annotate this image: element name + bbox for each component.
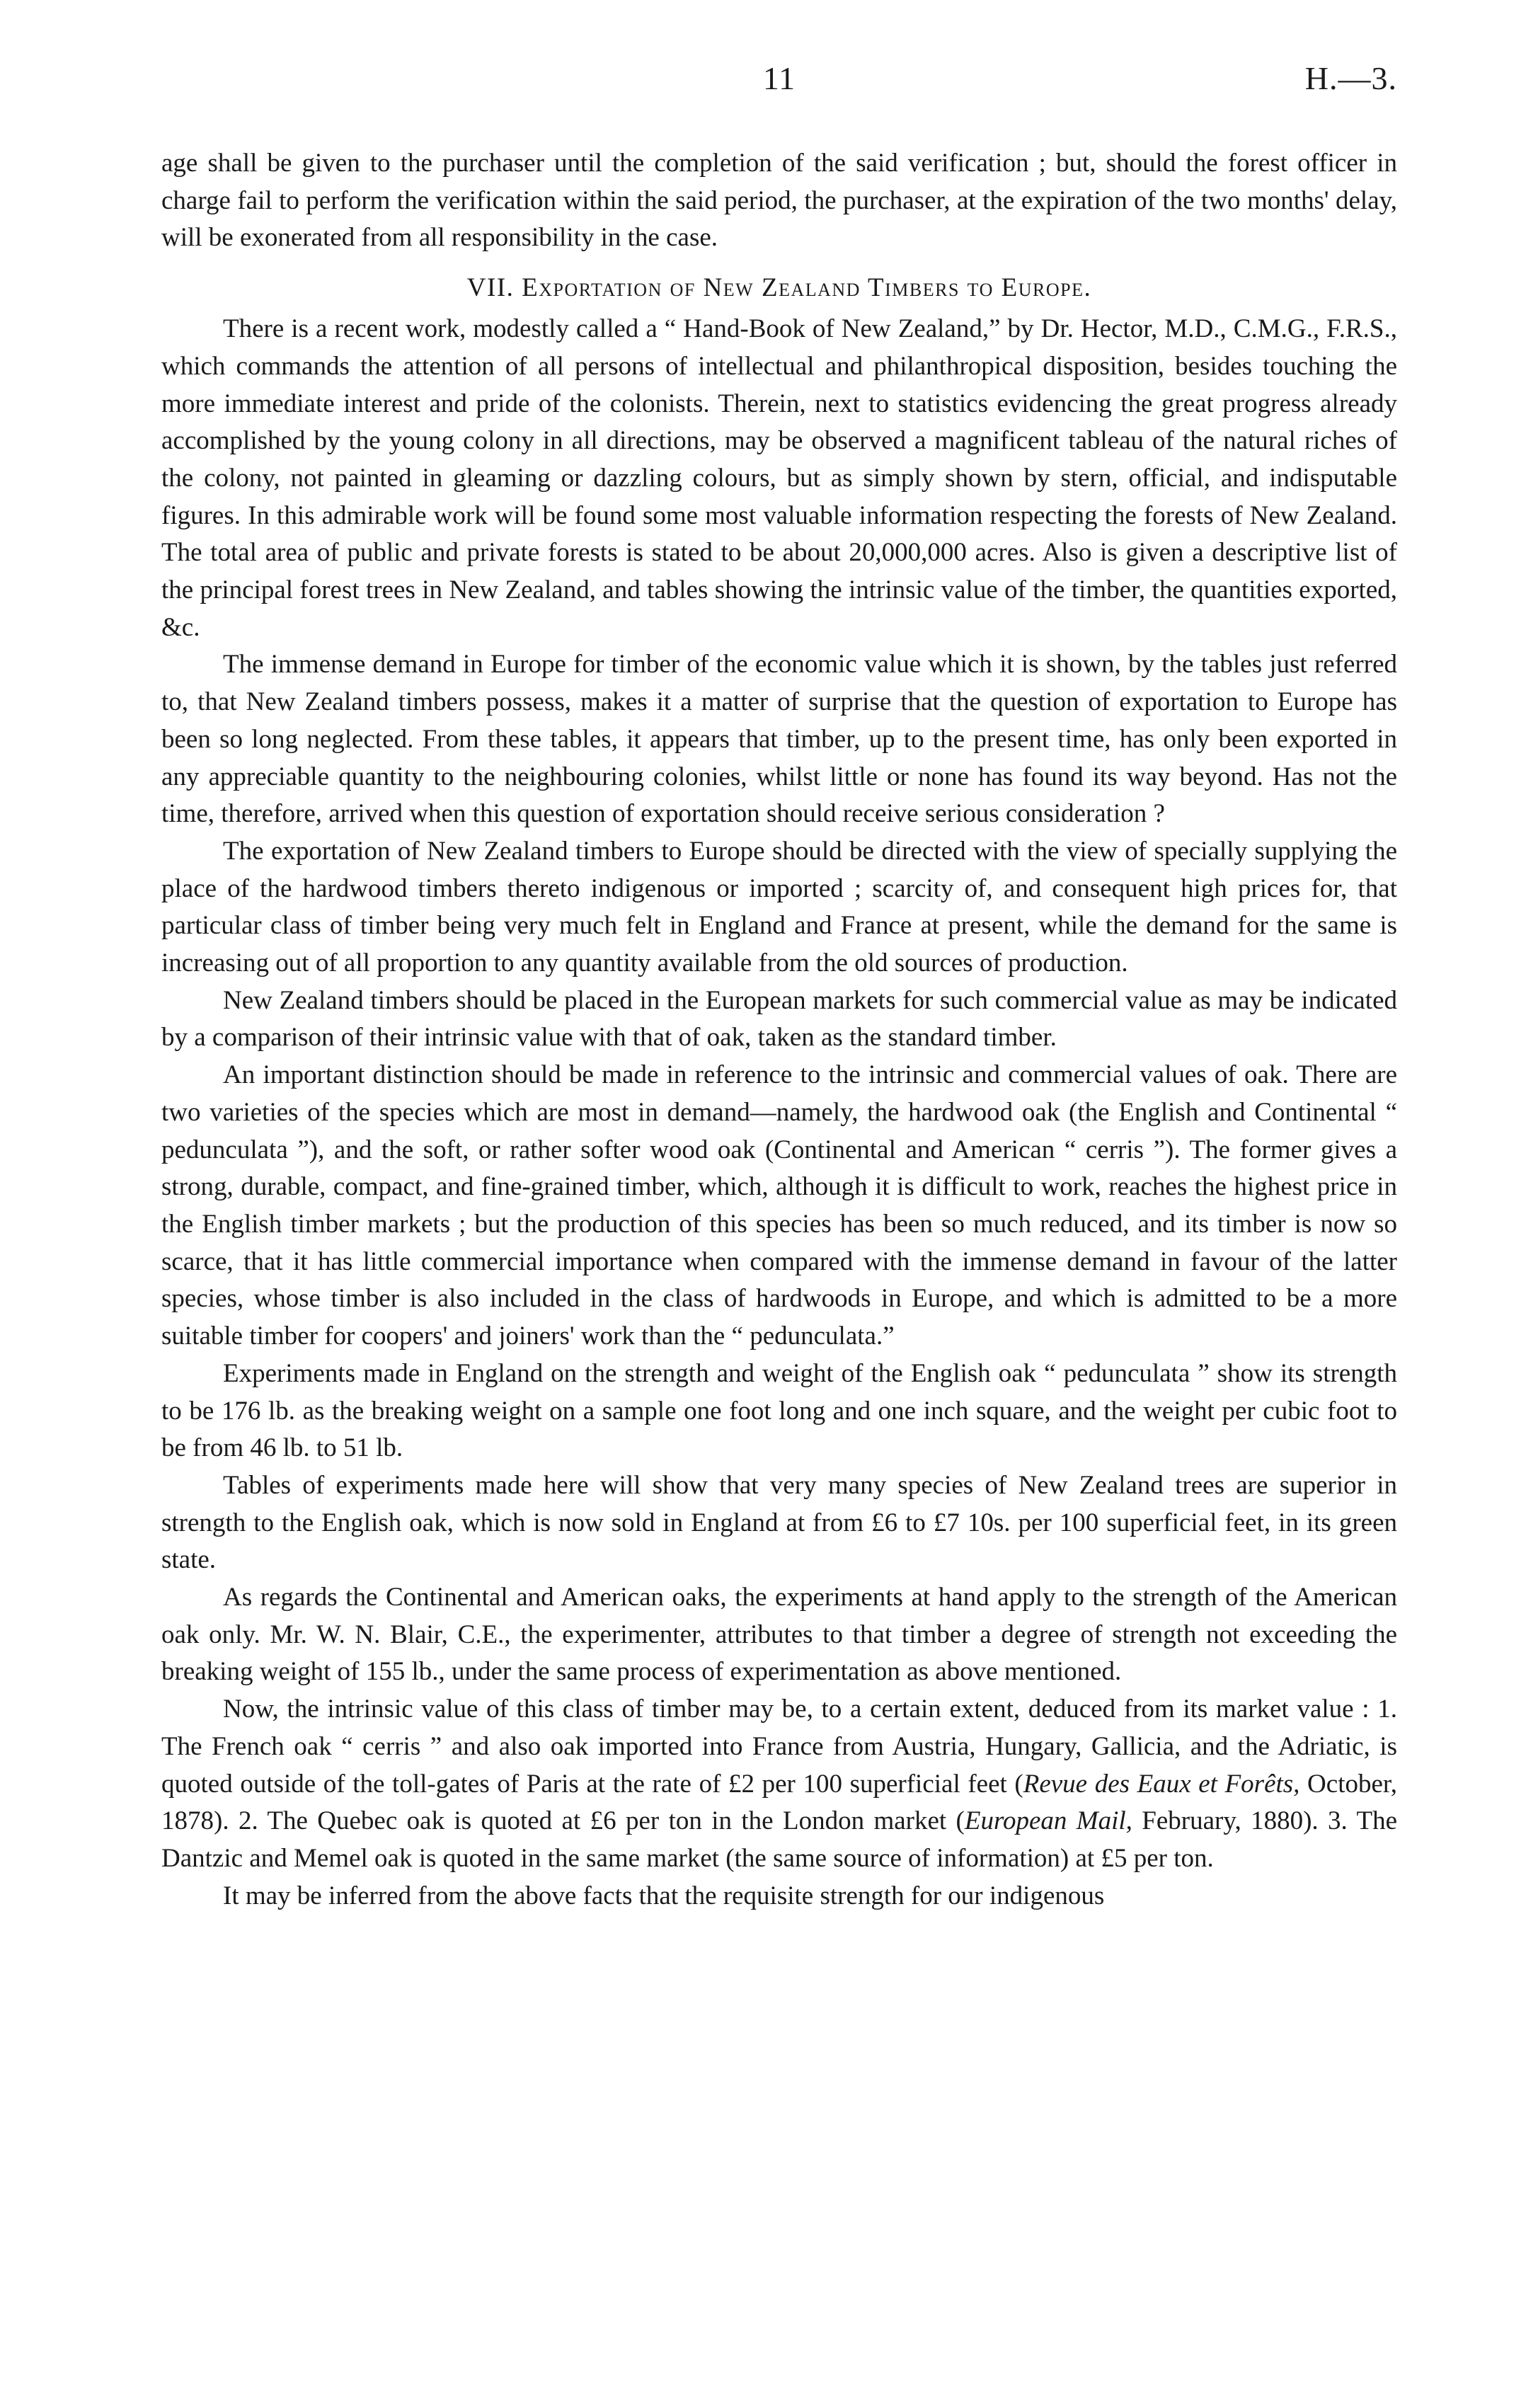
page-number: 11 bbox=[762, 60, 796, 96]
document-page bbox=[161, 0, 1397, 2408]
paragraph-handbook: There is a recent work, modestly called a “ Hand-Book of New Zealand,” by Dr. Hector, M.D., C.M.G., F.R.S., which commands the attention of all persons of intellectual and philanthropical disposition, besides touching the more immediate interest and pride of the colonists. Therein, next to statistics evidencing the great progress already accomplished by the young colony in all directions, may be observed a magnificent tableau of the natural riches of the colony, not painted in gleaming or dazzling colours, but as simply shown by stern, official, and indisputable figures. In this admirable work will be found some most valuable information respecting the forests of New Zealand. The total area of public and private forests is stated to be about 20,000,000 acres. Also is given a descriptive list of the principal forest trees in New Zealand, and tables showing the intrinsic value of the timber, the quantities exported, &c. bbox=[161, 314, 1397, 642]
running-head bbox=[161, 0, 1397, 96]
paragraph-market-value: New Zealand timbers should be placed in the European markets for such commercial value as may be indicated by a comparison of their intrinsic value with that of oak, taken as the standard timber. bbox=[161, 985, 1397, 1053]
paragraph-american-oak: As regards the Continental and American oaks, the experiments at hand apply to the strength of the American oak only. Mr. W. N. Blair, C.E., the experimenter, attributes to that timber a degree of strength not exceeding the breaking weight of 155 lb., under the same process of experimentation as above mentioned. bbox=[161, 1583, 1397, 1687]
intrinsic-value-text-1: Now, the intrinsic value of this class of timber may be, to a certain extent, deduced from its market value : 1. The French oak “ cerris ” and also oak imported into France from Austria, Hungary, Gallicia, and the Adriatic, is quoted outside of the toll-gates of Paris at the rate of £2 per 100 superficial feet ( bbox=[161, 1695, 1397, 1799]
paper-code: H.—3. bbox=[1304, 60, 1397, 96]
paragraph-inference: It may be inferred from the above facts that the requisite strength for our indigenous bbox=[223, 1881, 1105, 1910]
paragraph-demand: The immense demand in Europe for timber of the economic value which it is shown, by the tables just referred to, that New Zealand timbers possess, makes it a matter of surprise that the question of exportation to Europe has been so long neglected. From these tables, it appears that timber, up to the present time, has only been exported in any appreciable quantity to the neighbouring colonies, whilst little or none has found its way beyond. Has not the time, therefore, arrived when this question of exportation should receive serious consideration ? bbox=[161, 650, 1397, 829]
intrinsic-value-text-3: February, 1880). 3. The Dantzic and Memel oak is quoted in the same market (the same source of information) at £5 per ton. bbox=[161, 1806, 1398, 1873]
body-text bbox=[161, 145, 1397, 1915]
paragraph-english-experiments: Experiments made in England on the strength and weight of the English oak “ pedunculata ” show its strength to be 176 lb. as the breaking weight on a sample one foot long and one inch square, and the weight per cubic foot to be from 46 lb. to 51 lb. bbox=[161, 1358, 1397, 1463]
paragraph-exportation: The exportation of New Zealand timbers to Europe should be directed with the view of specially supplying the place of the hardwood timbers thereto indigenous or imported ; scarcity of, and consequent high prices for, that particular class of timber being very much felt in England and France at present, while the demand for the same is increasing out of all proportion to any quantity available from the old sources of production. bbox=[161, 836, 1397, 978]
source-revue: Revue des Eaux et Forêts, bbox=[1023, 1769, 1300, 1799]
continuation-paragraph: age shall be given to the purchaser until the completion of the said verification ; but, should the forest officer in charge fail to perform the verification within the said period, the purchaser, at the expiration of the two months' delay, will be exonerated from all responsibility in the case. bbox=[161, 149, 1397, 253]
paragraph-nz-experiments: Tables of experiments made here will show that very many species of New Zealand trees are superior in strength to the English oak, which is now sold in England at from £6 to £7 10s. per 100 superficial feet, in its green state. bbox=[161, 1470, 1397, 1575]
section-heading: VII. Exportation of New Zealand Timbers to Europe. bbox=[466, 273, 1092, 303]
source-european-mail: European Mail, bbox=[964, 1806, 1132, 1836]
paragraph-oak-distinction: An important distinction should be made in reference to the intrinsic and commercial values of oak. There are two varieties of the species which are most in demand—namely, the hardwood oak (the English and Continental “ pedunculata ”), and the soft, or rather softer wood oak (Continental and American “ cerris ”). The former gives a strong, durable, compact, and fine-grained timber, which, although it is difficult to work, reaches the highest price in the English timber markets ; but the production of this species has been so much reduced, and its timber is now so scarce, that it has little commercial importance when compared with the immense demand in favour of the latter species, whose timber is also included in the class of hardwoods in Europe, and which is admitted to be a more suitable timber for coopers' and joiners' work than the “ pedunculata.” bbox=[161, 1060, 1397, 1351]
paragraph-intrinsic-value bbox=[161, 1691, 1397, 1878]
intrinsic-value-text-2: October, 1878). 2. The Quebec oak is quoted at £6 per ton in the London market ( bbox=[161, 1769, 1397, 1836]
